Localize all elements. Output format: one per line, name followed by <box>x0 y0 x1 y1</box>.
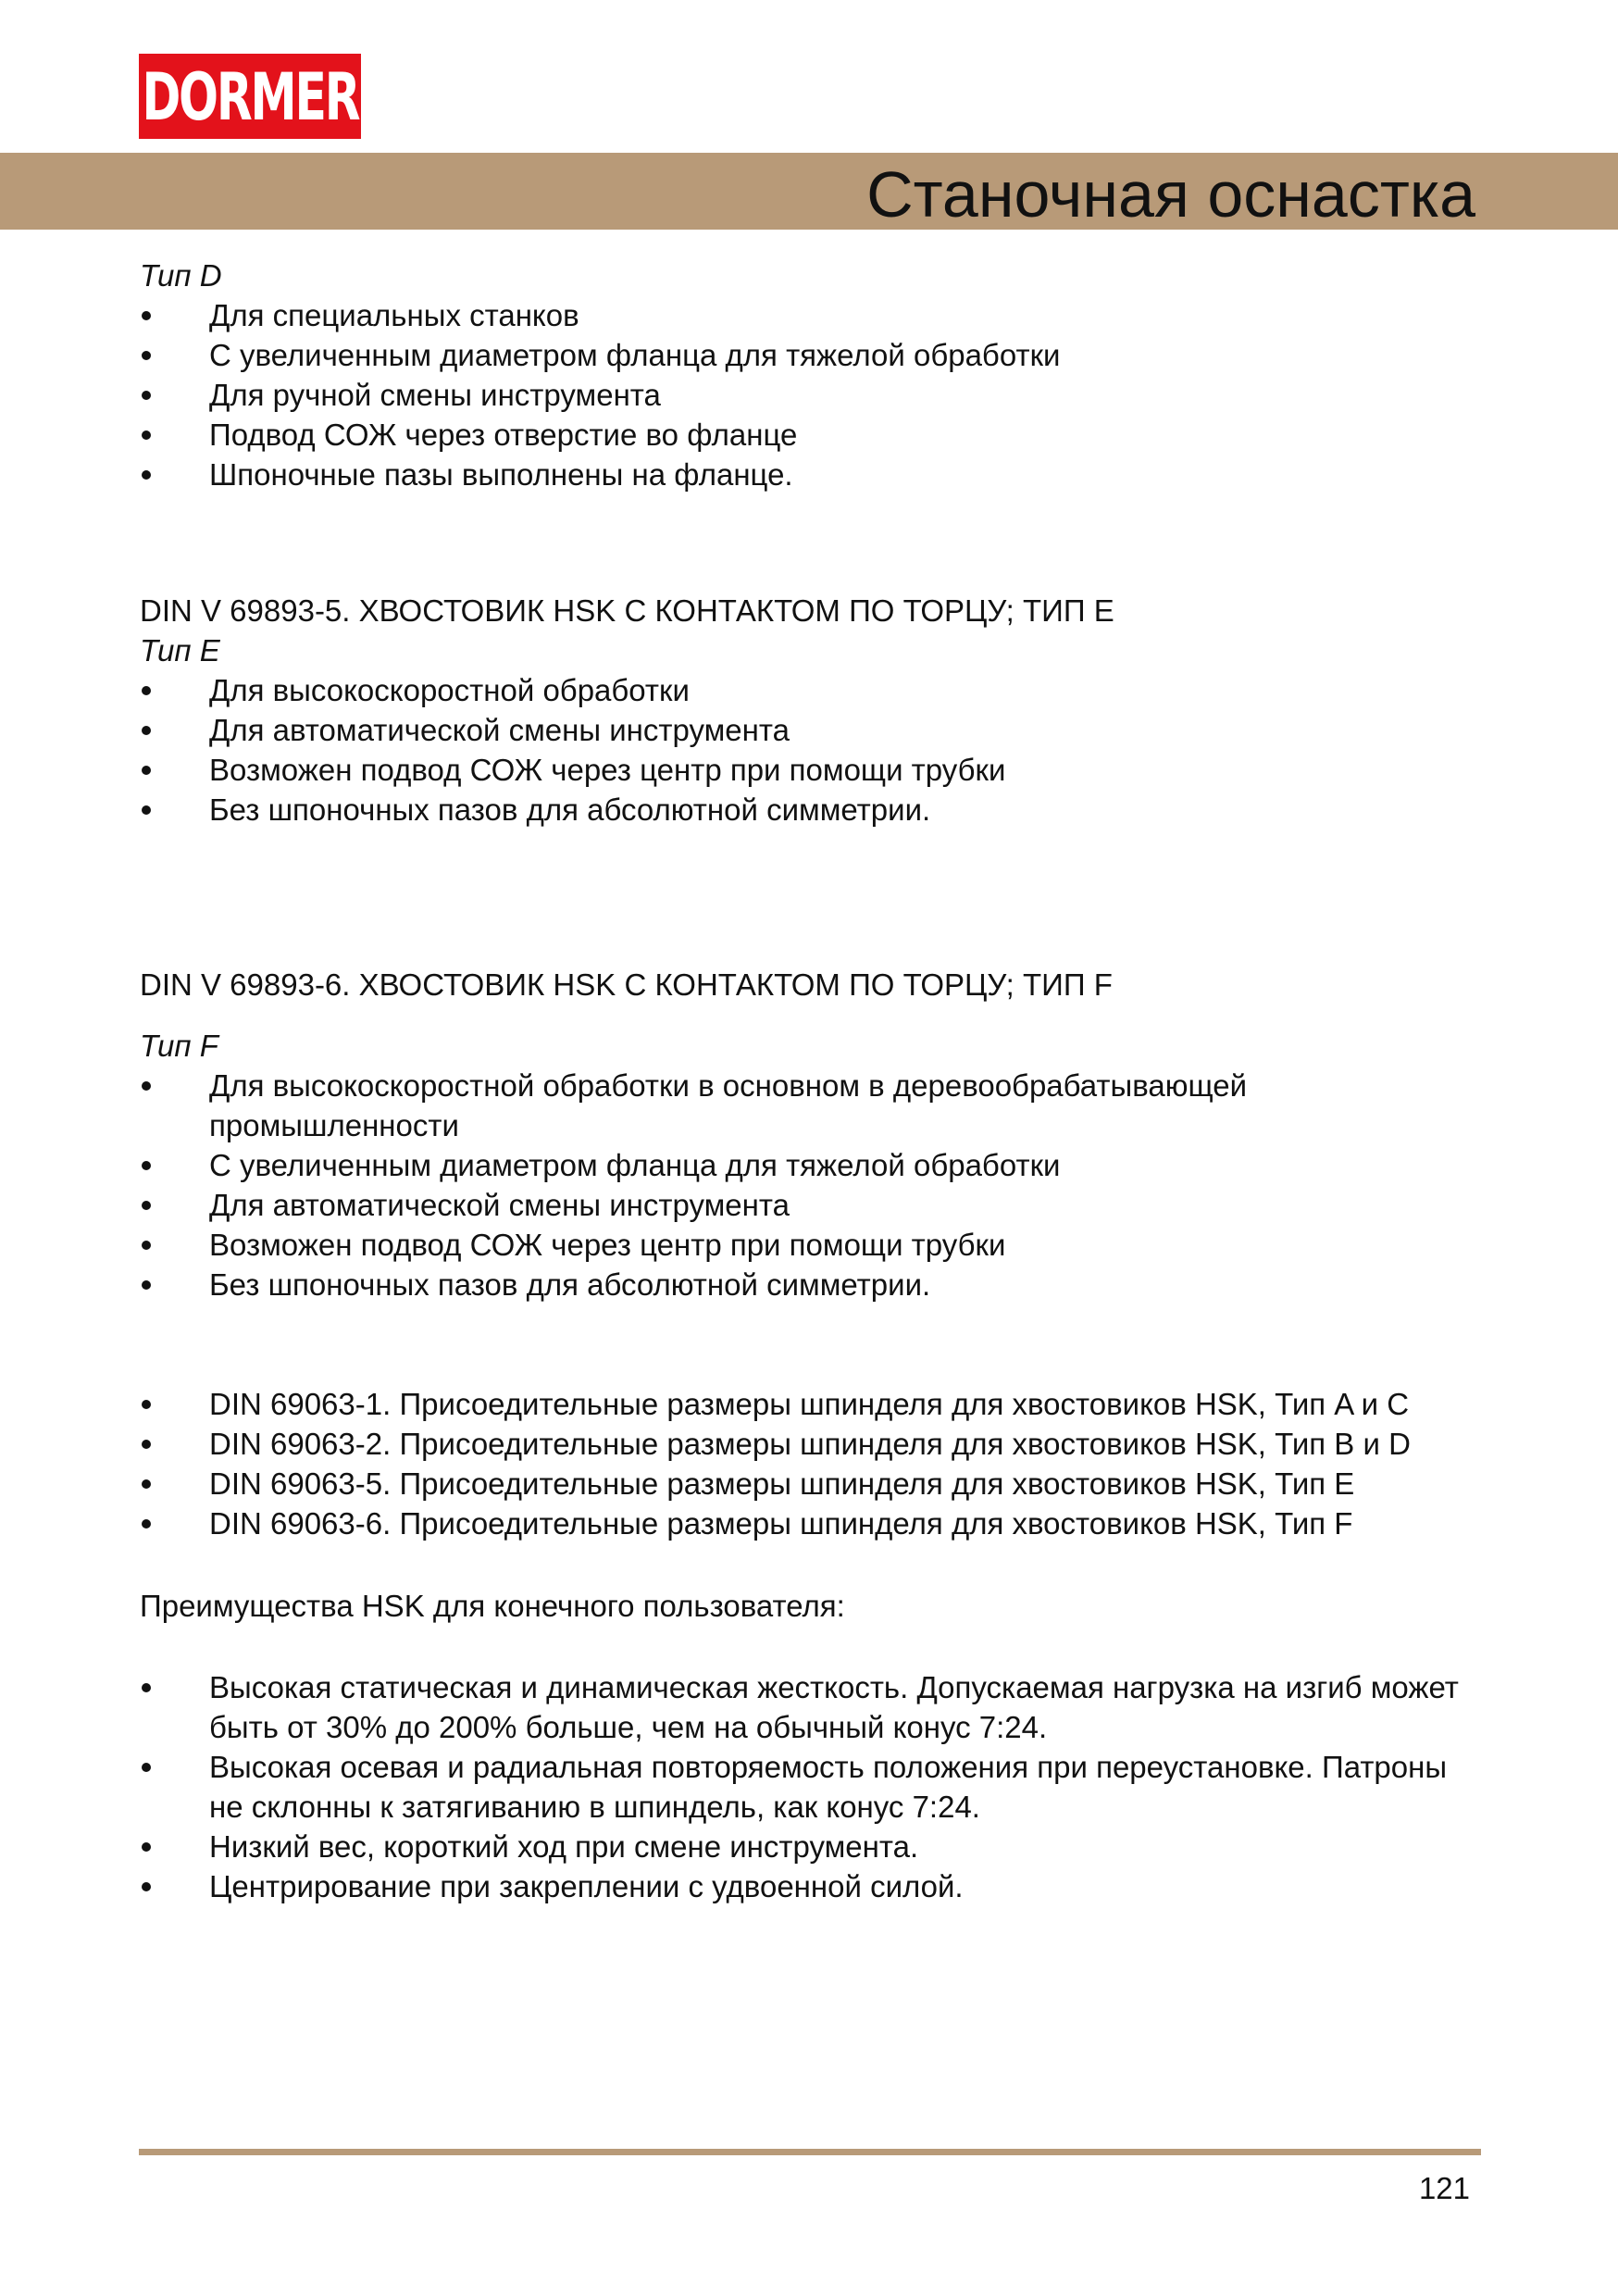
dormer-logo <box>139 54 361 139</box>
section-type-f <box>140 965 1482 1304</box>
list-item: Высокая осевая и радиальная повторяемость положения при переустановке. Патроны не склонны к затягиванию в шпиндель, как конус 7:24. <box>140 1747 1482 1827</box>
list-item: DIN 69063-6. Присоедительные размеры шпинделя для хвостовиков HSK, Тип F <box>140 1504 1482 1543</box>
list-item: Центрирование при закреплении с удвоенной силой. <box>140 1866 1482 1906</box>
list-item: Для ручной смены инструмента <box>140 375 1482 415</box>
list-item: Для автоматической смены инструмента <box>140 710 1482 750</box>
list-item: Низкий вес, короткий ход при смене инструмента. <box>140 1827 1482 1866</box>
list-item: С увеличенным диаметром фланца для тяжелой обработки <box>140 335 1482 375</box>
page-title: Станочная оснастка <box>866 158 1475 231</box>
type-d-list <box>140 295 1482 494</box>
type-d-subtitle: Тип D <box>140 258 222 293</box>
list-item: Для высокоскоростной обработки <box>140 670 1482 710</box>
list-item: Возможен подвод СОЖ через центр при помощи трубки <box>140 1225 1482 1265</box>
type-e-list <box>140 670 1482 830</box>
list-item: Для высокоскоростной обработки в основном в деревообрабатывающей промышленности <box>140 1066 1482 1145</box>
logo-text: DORMER <box>142 59 358 135</box>
list-item: Подвод СОЖ через отверстие во фланце <box>140 415 1482 455</box>
list-item: DIN 69063-2. Присоедительные размеры шпинделя для хвостовиков HSK, Тип B и D <box>140 1424 1482 1464</box>
section-type-d <box>140 256 1482 494</box>
list-item: Без шпоночных пазов для абсолютной симметрии. <box>140 1265 1482 1304</box>
list-item: Возможен подвод СОЖ через центр при помощи трубки <box>140 750 1482 790</box>
type-f-list <box>140 1066 1482 1304</box>
footer-divider <box>139 2149 1481 2155</box>
section-type-e <box>140 591 1482 830</box>
type-e-subtitle: Тип E <box>140 633 220 668</box>
type-f-heading: DIN V 69893-6. ХВОСТОВИК HSK С КОНТАКТОМ ПО ТОРЦУ; ТИП F <box>140 967 1113 1002</box>
type-e-heading: DIN V 69893-5. ХВОСТОВИК HSK С КОНТАКТОМ ПО ТОРЦУ; ТИП E <box>140 593 1114 628</box>
section-advantages <box>140 1586 1482 1906</box>
list-item: Высокая статическая и динамическая жесткость. Допускаемая нагрузка на изгиб может быть от 30% до 200% больше, чем на обычный конус 7:24. <box>140 1667 1482 1747</box>
page-number: 121 <box>1418 2171 1470 2205</box>
list-item: Для специальных станков <box>140 295 1482 335</box>
type-f-subtitle: Тип F <box>140 1029 218 1063</box>
list-item: Шпоночные пазы выполнены на фланце. <box>140 455 1482 494</box>
advantages-list <box>140 1667 1482 1906</box>
advantages-heading: Преимущества HSK для конечного пользователя: <box>140 1589 845 1623</box>
list-item: DIN 69063-5. Присоедительные размеры шпинделя для хвостовиков HSK, Тип E <box>140 1464 1482 1504</box>
main-content <box>140 256 1482 1906</box>
list-item: Без шпоночных пазов для абсолютной симметрии. <box>140 790 1482 830</box>
header-band <box>0 153 1618 230</box>
section-standards <box>140 1384 1482 1543</box>
standards-list <box>140 1384 1482 1543</box>
list-item: DIN 69063-1. Присоедительные размеры шпинделя для хвостовиков HSK, Тип A и C <box>140 1384 1482 1424</box>
list-item: С увеличенным диаметром фланца для тяжелой обработки <box>140 1145 1482 1185</box>
list-item: Для автоматической смены инструмента <box>140 1185 1482 1225</box>
